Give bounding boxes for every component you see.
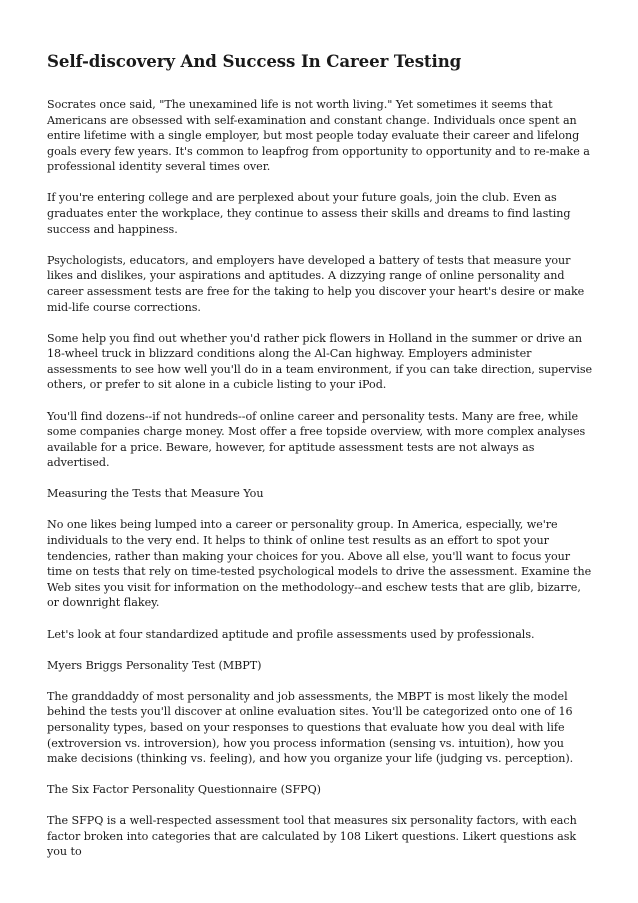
paragraph-psychologists: Psychologists, educators, and employers have developed a battery of tests that measure your likes and dislikes, your aspirations and aptitudes. A dizzying range of online personality and career assessment tests are free for the taking to help you discover your heart's desire or make mid-life course corrections. [47,253,585,314]
subheading-measuring-tests: Measuring the Tests that Measure You [47,487,264,501]
paragraph-online-tests: You'll find dozens--if not hundreds--of online career and personality tests. Many are free, while some companies charge money. Most offer a free topside overview, with more complex analyses available for a price. Beware, however, for aptitude assessment tests are not always as advertised. [47,409,586,470]
document-page [47,50,595,876]
paragraph-sfpq: The SFPQ is a well-respected assessment tool that measures six personality factors, with each factor broken into categories that are calculated by 108 Likert questions. Likert questions ask you to [47,814,577,859]
paragraph-examples: Some help you find out whether you'd rather pick flowers in Holland in the summer or drive an 18-wheel truck in blizzard conditions along the Al-Can highway. Employers administer assessments to see how well you'll do in a team environment, if you can take direction, supervise others, or prefer to sit alone in a cubicle listing to your iPod. [47,331,593,392]
paragraph-four-assessments: Let's look at four standardized aptitude and profile assessments used by professionals. [47,627,535,641]
paragraph-intro: Socrates once said, "The unexamined life is not worth living." Yet sometimes it seems that Americans are obsessed with self-examination and constant change. Individuals once spent an entire lifetime with a single employer, but most people today evaluate their career and lifelong goals every few years. It's common to leapfrog from opportunity to opportunity and to re-make a professional identity several times over. [47,98,590,174]
paragraph-lumped: No one likes being lumped into a career or personality group. In America, especially, we're individuals to the very end. It helps to think of online test results as an effort to spot your tendencies, rather than making your choices for you. Above all else, you'll want to focus your time on tests that rely on time-tested psychological models to drive the assessment. Examine the Web sites you visit for information on the methodology--and eschew tests that are glib, bizarre, or downright flakey. [47,518,592,610]
paragraph-college: If you're entering college and are perplexed about your future goals, join the club. Even as graduates enter the workplace, they continue to assess their skills and dreams to find lasting success and happiness. [47,191,571,236]
paragraph-mbpt: The granddaddy of most personality and job assessments, the MBPT is most likely the model behind the tests you'll discover at online evaluation sites. You'll be categorized onto one of 16 personality types, based on your responses to questions that evaluate how you deal with life (extroversion vs. introversion), how you process information (sensing vs. intuition), how you make decisions (thinking vs. feeling), and how you organize your life (judging vs. perception). [47,689,574,766]
subheading-mbpt: Myers Briggs Personality Test (MBPT) [47,658,262,672]
subheading-sfpq: The Six Factor Personality Questionnaire (SFPQ) [47,783,321,797]
document-title: Self-discovery And Success In Career Testing [47,51,462,71]
